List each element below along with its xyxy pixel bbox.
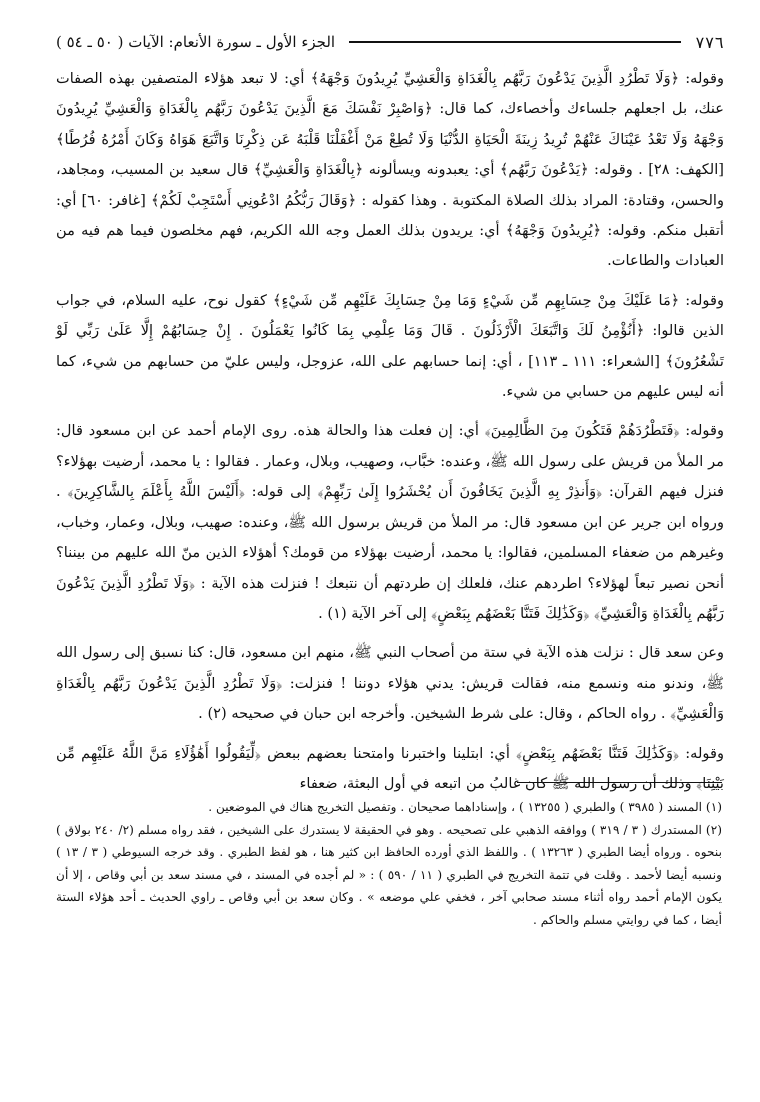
- main-text: [56, 64, 724, 799]
- page-header: [56, 28, 724, 56]
- paragraph: وقوله: ﴿وَكَذَٰلِكَ فَتَنَّا بَعْضَهُم بِبَعْضٍ﴾ أي: ابتلينا واختبرنا وامتحنا بعضهم ببعض ﴿لِّيَقُولُوا أَهَٰؤُلَاءِ مَنَّ اللَّهُ عَلَيْهِم مِّن بَيْنِنَا﴾ وذلك أن رسول الله ﷺ كان غالبُ من اتبعه في أول البعثة، ضعفاء: [56, 744, 724, 792]
- page-number: ٧٧٦: [695, 32, 724, 52]
- header-rule: [349, 41, 681, 43]
- running-title: الجزء الأول ـ سورة الأنعام: الآيات ( ٥٠ ـ ٥٤ ): [56, 33, 336, 51]
- paragraph: وقوله: ﴿وَلَا تَطْرُدِ الَّذِينَ يَدْعُونَ رَبَّهُم بِالْغَدَاةِ وَالْعَشِيِّ يُرِيدُونَ وَجْهَهُ﴾ أي: لا تبعد هؤلاء المتصفين بهذه الصفات عنك، بل اجعلهم جلساءك وأخصاءك، كما قال: ﴿وَاصْبِرْ نَفْسَكَ مَعَ الَّذِينَ يَدْعُونَ رَبَّهُم بِالْغَدَاةِ وَالْعَشِيِّ يُرِيدُونَ وَجْهَهُ وَلَا تَعْدُ عَيْنَاكَ عَنْهُمْ تُرِيدُ زِينَةَ الْحَيَاةِ الدُّنْيَا وَلَا تُطِعْ مَنْ أَغْفَلْنَا قَلْبَهُ عَن ذِكْرِنَا وَاتَّبَعَ هَوَاهُ وَكَانَ أَمْرُهُ فُرُطًا﴾ [الكهف: ٢٨] . وقوله: ﴿يَدْعُونَ رَبَّهُم﴾ أي: يعبدونه ويسألونه ﴿بِالْغَدَاةِ وَالْعَشِيِّ﴾ قال سعيد بن المسيب، ومجاهد، والحسن، وقتادة: المراد بذلك الصلاة المكتوبة . وهذا كقوله : ﴿وَقَالَ رَبُّكُمُ ادْعُونِي أَسْتَجِبْ لَكُمْ﴾ [غافر: ٦٠] أي: أتقبل منكم. وقوله: ﴿يُرِيدُونَ وَجْهَهُ﴾ أي: يريدون بذلك العمل وجه الله الكريم، فهم مخلصون فيما هم فيه من العبادات والطاعات.: [56, 70, 724, 270]
- footnotes: [56, 796, 722, 932]
- paragraph: وعن سعد قال : نزلت هذه الآية في ستة من أصحاب النبي ﷺ، منهم ابن مسعود، قال: كنا نسبق إلى رسول الله ﷺ، وندنو منه ونسمع منه، فقالت قريش: يدني هؤلاء دوننا ! فنزلت: ﴿وَلَا تَطْرُدِ الَّذِينَ يَدْعُونَ رَبَّهُم بِالْغَدَاةِ وَالْعَشِيِّ﴾ . رواه الحاكم ، وقال: على شرط الشيخين. وأخرجه ابن حبان في صحيحه (٢) .: [56, 644, 724, 723]
- footnote-separator: [517, 782, 722, 783]
- paragraph: وقوله: ﴿فَتَطْرُدَهُمْ فَتَكُونَ مِنَ الظَّالِمِينَ﴾ أي: إن فعلت هذا والحالة هذه. روى الإمام أحمد عن ابن مسعود قال: مر الملأ من قريش على رسول الله ﷺ، وعنده: خبَّاب، وصهيب، وبلال، وعمار . فقالوا : يا محمد، أرضيت بهؤلاء؟ فنزل فيهم القرآن: ﴿وَأَنذِرْ بِهِ الَّذِينَ يَخَافُونَ أَن يُحْشَرُوا إِلَىٰ رَبِّهِمْ﴾ إلى قوله: ﴿أَلَيْسَ اللَّهُ بِأَعْلَمَ بِالشَّاكِرِينَ﴾ . ورواه ابن جرير عن ابن مسعود قال: مر الملأ من قريش برسول الله ﷺ، وعنده: صهيب، وبلال، وعمار، وخباب، وغيرهم من ضعفاء المسلمين، فقالوا: يا محمد، أرضيت بهؤلاء من قومك؟ أهؤلاء الذين منّ الله عليهم من بيننا؟ أنحن نصير تبعاً لهؤلاء؟ اطردهم عنك، فلعلك إن طردتهم أن نتبعك ! فنزلت هذه الآية : ﴿وَلَا تَطْرُدِ الَّذِينَ يَدْعُونَ رَبَّهُم بِالْغَدَاةِ وَالْعَشِيِّ﴾ ﴿وَكَذَٰلِكَ فَتَنَّا بَعْضَهُم بِبَعْضٍ﴾ إلى آخر الآية (١) .: [56, 422, 724, 622]
- footnote: (٢) المستدرك ( ٣ / ٣١٩ ) ووافقه الذهبي على تصحيحه . وهو في الحقيقة لا يستدرك على الشيخين ، فقد رواه مسلم (٢/ ٢٤٠ بولاق ) بنحوه . ورواه أيضا الطبري ( ١٣٢٦٣ ) . واللفظ الذي أورده الحافظ ابن كثير هنا ، هو لفظ الطبري . وقد خرجه السيوطي ( ٣ / ١٣ ) ونسبه أيضا لأحمد . وقلت في تتمة التخريج في الطبري ( ١١ / ٥٩٠ ) : « لم أجده في المسند ، في مسند سعد بن أبي وقاص ، إلا أن يكون الإمام أحمد رواه أثناء مسند صحابي آخر ، فخفي علي موضعه » . وكان سعد بن أبي وقاص ـ راوي الحديث ـ أحد هؤلاء الستة أيضا ، كما في روايتي مسلم والحاكم .: [56, 822, 722, 927]
- paragraph: وقوله: ﴿مَا عَلَيْكَ مِنْ حِسَابِهِم مِّن شَيْءٍ وَمَا مِنْ حِسَابِكَ عَلَيْهِم مِّن شَيْءٍ﴾ كقول نوح، عليه السلام، في جواب الذين قالوا: ﴿أَنُؤْمِنُ لَكَ وَاتَّبَعَكَ الْأَرْذَلُونَ . قَالَ وَمَا عِلْمِي بِمَا كَانُوا يَعْمَلُونَ . إِنْ حِسَابُهُمْ إِلَّا عَلَىٰ رَبِّي لَوْ تَشْعُرُونَ﴾ [الشعراء: ١١١ ـ ١١٣] ، أي: إنما حسابهم على الله، عزوجل، وليس عليّ من حسابهم من شيء، كما أنه ليس عليهم من حسابي من شيء.: [56, 291, 724, 401]
- footnote: (١) المسند ( ٣٩٨٥ ) والطبري ( ١٣٢٥٥ ) ، وإسناداهما صحيحان . وتفصيل التخريج هناك في الموضعين .: [208, 800, 722, 814]
